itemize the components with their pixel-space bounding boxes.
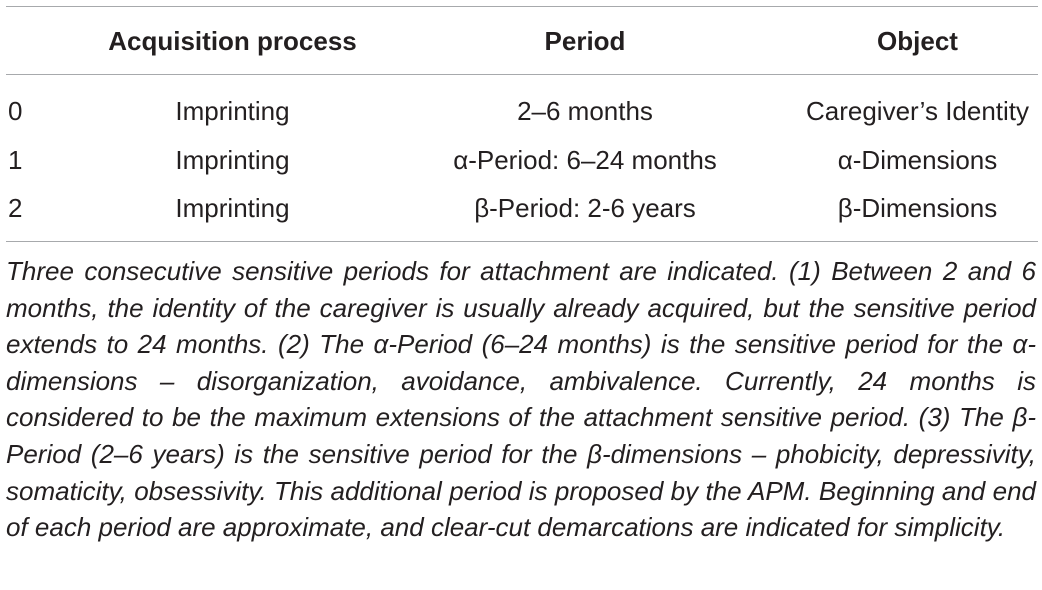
table-footnote: Three consecutive sensitive periods for attachment are indicated. (1) Between 2 and 6 months, the identity of the caregiver is usually already acquired, but the sensitive period extends to 24 months. (2) The α-Period (6–24 months) is the sensitive period for the α-dimensions – disorganization, avoidance, ambivalence. Currently, 24 months is considered to be the maximum extensions of the attachment sensitive period. (3) The β-Period (2–6 years) is the sensitive period for the β-dimensions – phobicity, depressivity, somaticity, obsessivity. This additional period is proposed by the APM. Beginning and end of each period are approximate, and clear-cut demarcations are indicated for simplicity. — [6, 256, 1036, 543]
object-cell: Caregiver’s Identity — [805, 96, 1030, 126]
period-cell: β-Period: 2-6 years — [474, 193, 696, 223]
object-cell: β-Dimensions — [837, 193, 998, 223]
table-header-rule — [6, 74, 1038, 75]
object-cell: α-Dimensions — [837, 145, 998, 175]
header-acquisition-process: Acquisition process — [108, 26, 357, 56]
table-bottom-rule — [6, 241, 1038, 242]
row-index: 0 — [8, 96, 23, 126]
row-index: 2 — [8, 193, 23, 223]
table-top-rule — [6, 6, 1038, 7]
header-object: Object — [877, 26, 958, 56]
row-index: 1 — [8, 145, 23, 175]
period-cell: α-Period: 6–24 months — [453, 145, 717, 175]
acquisition-process-cell: Imprinting — [175, 193, 290, 223]
header-period: Period — [544, 26, 626, 56]
acquisition-process-cell: Imprinting — [175, 96, 290, 126]
acquisition-process-cell: Imprinting — [175, 145, 290, 175]
period-cell: 2–6 months — [517, 96, 653, 126]
